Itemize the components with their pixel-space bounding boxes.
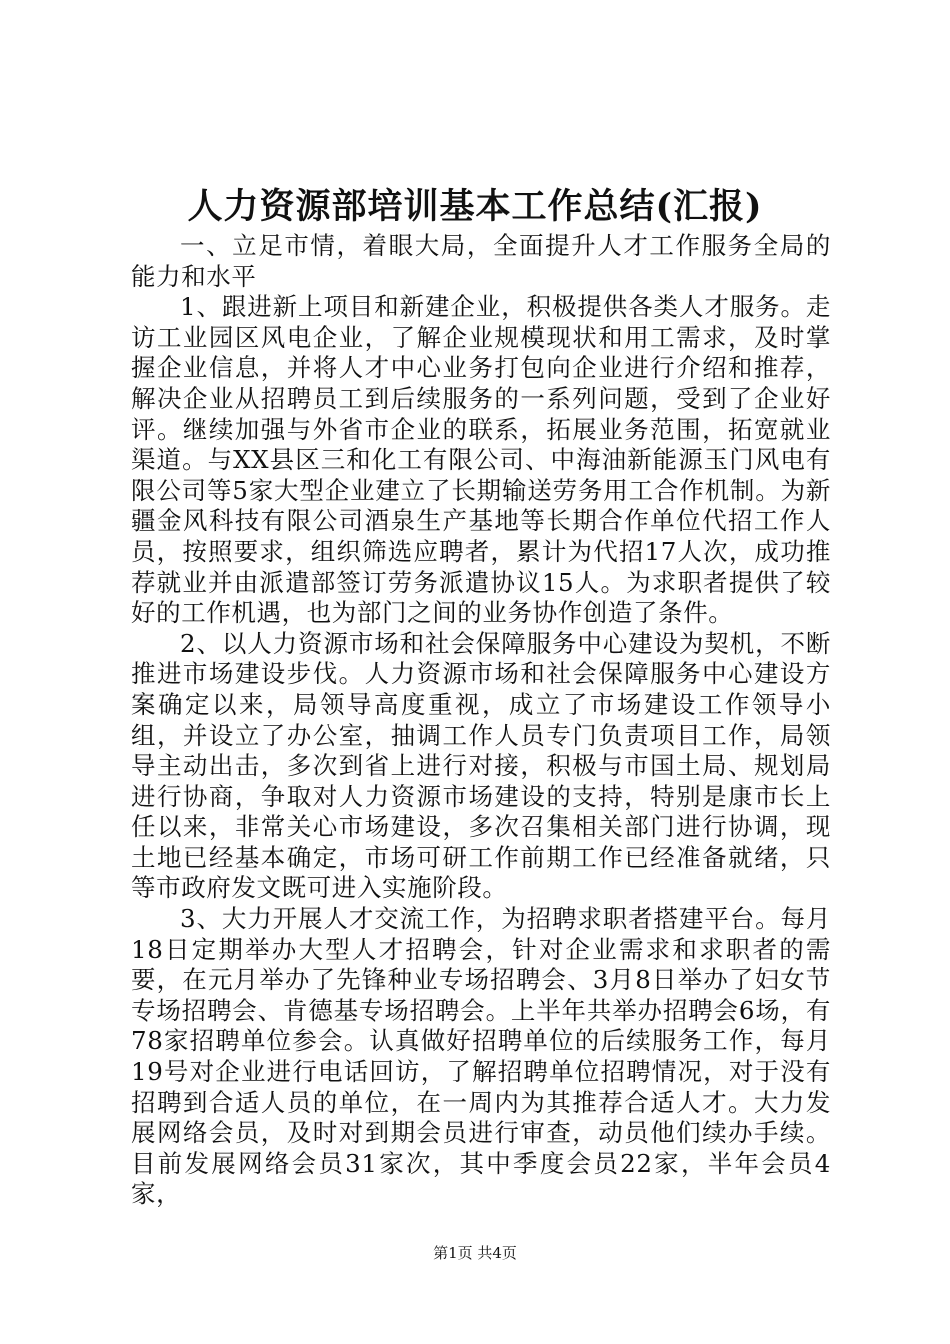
document-body (131, 231, 831, 1210)
document-title: 人力资源部培训基本工作总结(汇报) (187, 186, 763, 227)
page-footer: 第1页 共4页 (433, 1244, 517, 1262)
paragraph-1: 1、跟进新上项目和新建企业，积极提供各类人才服务。走访工业园区风电企业，了解企业规模现状和用工需求，及时掌握企业信息，并将人才中心业务打包向企业进行介绍和推荐，解决企业从招聘员工到后续服务的一系列问题，受到了企业好评。继续加强与外省市企业的联系，拓展业务范围，拓宽就业渠道。与XX县区三和化工有限公司、中海油新能源玉门风电有限公司等5家大型企业建立了长期输送劳务用工合作机制。为新疆金风科技有限公司酒泉生产基地等长期合作单位代招工作人员，按照要求，组织筛选应聘者，累计为代招17人次，成功推荐就业并由派遣部签订劳务派遣协议15人。为求职者提供了较好的工作机遇，也为部门之间的业务协作创造了条件。 (131, 292, 831, 628)
paragraph-3: 3、大力开展人才交流工作，为招聘求职者搭建平台。每月18日定期举办大型人才招聘会，针对企业需求和求职者的需要，在元月举办了先锋种业专场招聘会、3月8日举办了妇女节专场招聘会、肯德基专场招聘会。上半年共举办招聘会6场，有78家招聘单位参会。认真做好招聘单位的后续服务工作，每月19号对企业进行电话回访，了解招聘单位招聘情况，对于没有招聘到合适人员的单位，在一周内为其推荐合适人才。大力发展网络会员，及时对到期会员进行审查，动员他们续办手续。目前发展网络会员31家次，其中季度会员22家，半年会员4家， (131, 904, 831, 1209)
section-heading: 一、立足市情，着眼大局，全面提升人才工作服务全局的能力和水平 (131, 231, 831, 291)
paragraph-2: 2、以人力资源市场和社会保障服务中心建设为契机，不断推进市场建设步伐。人力资源市场和社会保障服务中心建设方案确定以来，局领导高度重视，成立了市场建设工作领导小组，并设立了办公室，抽调工作人员专门负责项目工作，局领导主动出击，多次到省上进行对接，积极与市国土局、规划局进行协商，争取对人力资源市场建设的支持，特别是康市长上任以来，非常关心市场建设，多次召集相关部门进行协调，现土地已经基本确定，市场可研工作前期工作已经准备就绪，只等市政府发文既可进入实施阶段。 (131, 628, 831, 903)
